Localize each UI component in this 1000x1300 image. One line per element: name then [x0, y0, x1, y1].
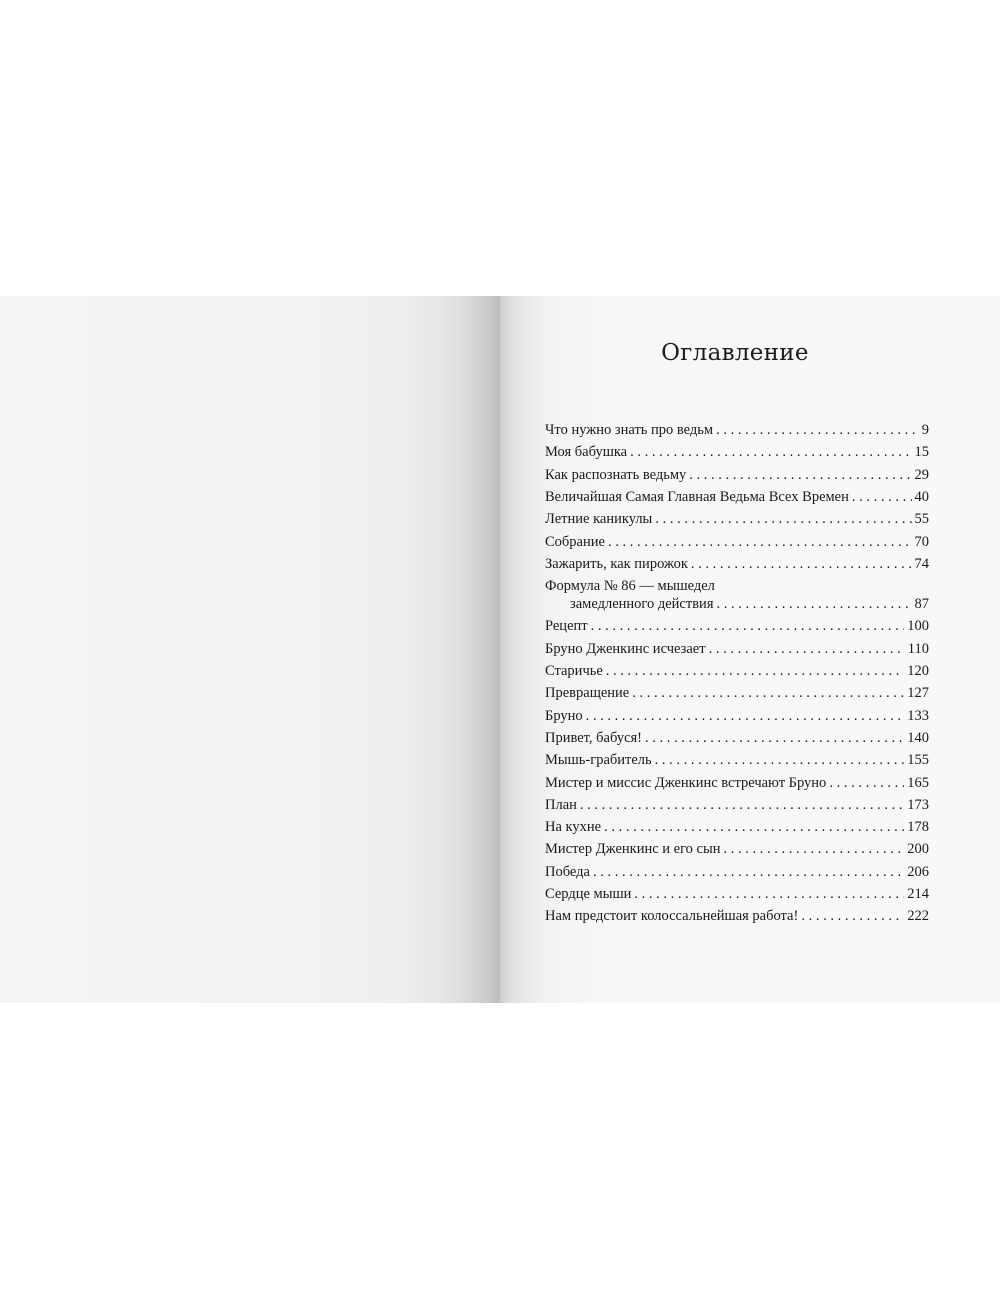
toc-entry-title: Рецепт	[545, 618, 588, 635]
toc-entry	[545, 594, 929, 614]
toc-entry	[545, 706, 929, 726]
toc-entry	[545, 661, 929, 681]
left-page	[0, 296, 500, 1003]
toc-entry	[545, 906, 929, 926]
toc-entry-title: Мышь-грабитель	[545, 752, 652, 769]
toc-entry-title: Моя бабушка	[545, 444, 628, 461]
toc-entry-page: 29	[914, 466, 929, 483]
toc-entry-title: Бруно Дженкинс исчезает	[545, 640, 706, 657]
dot-leader	[801, 906, 904, 926]
toc-entry	[545, 773, 929, 793]
dot-leader	[716, 420, 919, 440]
toc-entry-page: 133	[907, 707, 929, 724]
toc-entry-title: Что нужно знать про ведьм	[545, 422, 714, 438]
toc-entry-page: 70	[914, 533, 929, 550]
toc-entry-title: Мистер Дженкинс и его сын	[545, 841, 721, 858]
toc-entry-line1	[545, 576, 929, 596]
toc-entry-page: 173	[907, 796, 929, 813]
toc-entry-page: 15	[914, 444, 929, 461]
toc-entry-title: Старичье	[545, 663, 603, 679]
toc-entry-page: 165	[907, 774, 929, 791]
toc-entry-page: 127	[907, 685, 929, 702]
dot-leader	[724, 839, 905, 859]
toc-entry-page: 200	[907, 841, 929, 858]
dot-leader	[630, 442, 911, 462]
toc-entry-page: 222	[907, 908, 929, 925]
toc-entry-page: 120	[907, 663, 929, 679]
dot-leader	[586, 706, 905, 726]
toc-entry-page: 9	[921, 422, 929, 438]
toc-entry-page: 74	[914, 555, 929, 572]
toc-entry-title: Превращение	[545, 685, 630, 702]
dot-leader	[829, 773, 904, 793]
book-spread	[0, 296, 1000, 1003]
dot-leader	[632, 683, 904, 703]
toc-entry	[545, 750, 929, 770]
toc-entry	[545, 420, 929, 440]
toc-entry	[545, 839, 929, 859]
toc-entry	[545, 442, 929, 462]
dot-leader	[606, 661, 904, 681]
toc-entry	[545, 639, 929, 659]
toc-entry-page: 140	[907, 729, 929, 746]
dot-leader	[580, 795, 904, 815]
dot-leader	[655, 750, 905, 770]
toc-entry-title: Бруно	[545, 707, 583, 724]
toc-entry	[545, 532, 929, 552]
dot-leader	[591, 616, 905, 636]
toc-entry-title: Зажарить, как пирожок	[545, 555, 688, 572]
right-page	[500, 296, 1000, 1003]
dot-leader	[852, 487, 912, 507]
toc-entry-title: Собрание	[545, 533, 605, 550]
toc-entry	[545, 554, 929, 574]
toc-entry-page: 87	[914, 596, 929, 613]
dot-leader	[634, 884, 904, 904]
toc-entry-page: 178	[907, 819, 929, 836]
toc-entry-page: 40	[914, 488, 929, 505]
toc-entry-page: 206	[907, 863, 929, 880]
toc-entry	[545, 465, 929, 485]
toc-entry-title: Победа	[545, 863, 590, 880]
dot-leader	[709, 639, 905, 659]
toc-entry-title: Как распознать ведьму	[545, 466, 687, 483]
toc-entry-title: Формула № 86 — мышедел	[545, 578, 715, 595]
toc-entry-title: Величайшая Самая Главная Ведьма Всех Времен	[545, 488, 849, 505]
toc-entry	[545, 862, 929, 882]
toc-entry	[545, 683, 929, 703]
dot-leader	[604, 817, 904, 837]
toc-entry-page: 100	[907, 618, 929, 635]
toc-entry	[545, 509, 929, 529]
toc-entry-page: 214	[907, 886, 929, 902]
toc-entry-page: 55	[914, 511, 929, 528]
dot-leader	[717, 594, 912, 614]
toc-entry-title: На кухне	[545, 819, 602, 836]
toc-entry	[545, 817, 929, 837]
dot-leader	[655, 509, 911, 529]
toc-entry-title: Сердце мыши	[545, 886, 632, 902]
page-title: Оглавление	[661, 340, 809, 366]
toc-entry-title: Привет, бабуся!	[545, 729, 642, 746]
toc-entry-title: План	[545, 796, 577, 813]
toc-entry	[545, 616, 929, 636]
toc-entry	[545, 487, 929, 507]
dot-leader	[691, 554, 912, 574]
dot-leader	[593, 862, 904, 882]
toc-entry	[545, 884, 929, 904]
toc-entry-title: Летние каникулы	[545, 511, 653, 528]
toc-entry-page: 110	[907, 640, 929, 657]
toc-entry	[545, 795, 929, 815]
toc-entry-title: Мистер и миссис Дженкинс встречают Бруно	[545, 774, 827, 791]
toc-entry-title: Нам предстоит колоссальнейшая работа!	[545, 908, 799, 925]
dot-leader	[608, 532, 912, 552]
toc-entry	[545, 728, 929, 748]
dot-leader	[645, 728, 904, 748]
toc-entry-title: замедленного действия	[570, 596, 714, 613]
dot-leader	[689, 465, 911, 485]
toc-entry-page: 155	[907, 752, 929, 769]
